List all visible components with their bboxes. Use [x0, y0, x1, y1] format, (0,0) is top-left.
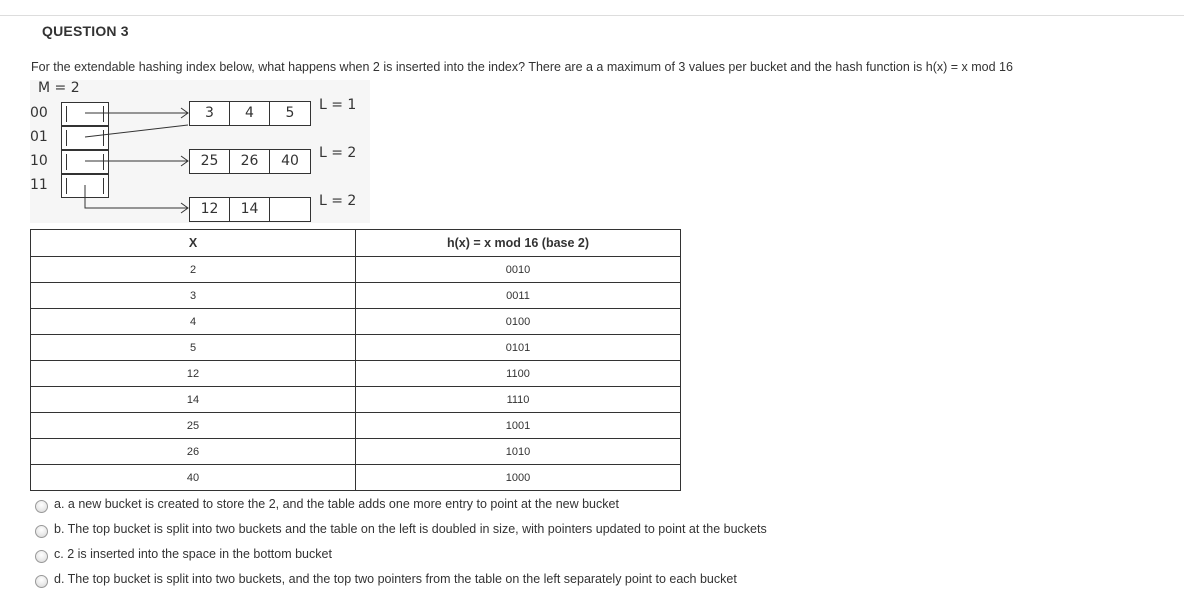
bucket-bottom: [189, 197, 311, 222]
table-row: [31, 387, 681, 413]
cell-x: 14: [31, 387, 356, 413]
cell-hash: 1100: [356, 361, 681, 387]
cell-hash: 0011: [356, 283, 681, 309]
table-row: [31, 465, 681, 491]
cell-x: 5: [31, 335, 356, 361]
table-row: [31, 335, 681, 361]
option-label: d. The top bucket is split into two buckets, and the top two pointers from the table on the left separately point to each bucket: [54, 571, 737, 586]
top-divider: [0, 15, 1184, 16]
global-depth-label: M = 2: [38, 80, 80, 96]
cell-x: 2: [31, 257, 356, 283]
bucket-bottom-local-depth: L = 2: [319, 193, 357, 209]
cell-x: 4: [31, 309, 356, 335]
bucket-top-local-depth: L = 1: [319, 97, 357, 113]
column-header-hash: h(x) = x mod 16 (base 2): [356, 230, 681, 257]
extendible-hashing-diagram: [30, 80, 370, 223]
radio-button-d[interactable]: [35, 575, 48, 588]
option-label: a. a new bucket is created to store the 2, and the table adds one more entry to point at the new bucket: [54, 496, 619, 511]
cell-hash: 0101: [356, 335, 681, 361]
cell-hash: 0100: [356, 309, 681, 335]
directory-label-01: 01: [30, 129, 48, 145]
bucket-value: 26: [230, 150, 270, 173]
question-title: QUESTION 3: [42, 23, 129, 39]
bucket-middle-local-depth: L = 2: [319, 145, 357, 161]
bucket-value: 3: [190, 102, 230, 125]
table-row: [31, 309, 681, 335]
cell-x: 3: [31, 283, 356, 309]
cell-hash: 1010: [356, 439, 681, 465]
table-header-row: [31, 230, 681, 257]
column-header-x: X: [31, 230, 356, 257]
table-row: [31, 361, 681, 387]
answer-option-d[interactable]: [35, 566, 767, 591]
bucket-value: 4: [230, 102, 270, 125]
table-row: [31, 257, 681, 283]
cell-x: 26: [31, 439, 356, 465]
answer-option-c[interactable]: [35, 541, 767, 566]
hash-values-table: [30, 229, 681, 491]
bucket-value-empty: [270, 198, 310, 221]
cell-x: 25: [31, 413, 356, 439]
answer-option-a[interactable]: [35, 491, 767, 516]
cell-hash: 1000: [356, 465, 681, 491]
directory-label-10: 10: [30, 153, 48, 169]
bucket-value: 40: [281, 153, 299, 169]
table-row: [31, 283, 681, 309]
table-row: [31, 413, 681, 439]
option-label: c. 2 is inserted into the space in the bottom bucket: [54, 546, 332, 561]
question-text: For the extendable hashing index below, what happens when 2 is inserted into the index? There are a a maximum of 3 values per bucket and the hash function is h(x) = x mod 16: [31, 60, 1013, 74]
directory-label-11: 11: [30, 177, 48, 193]
answer-option-b[interactable]: [35, 516, 767, 541]
answer-options: [35, 491, 767, 591]
radio-button-a[interactable]: [35, 500, 48, 513]
directory-label-00: 00: [30, 105, 48, 121]
table-row: [31, 439, 681, 465]
bucket-value: 14: [230, 198, 270, 221]
cell-hash: 0010: [356, 257, 681, 283]
bucket-value: 25: [190, 150, 230, 173]
radio-button-c[interactable]: [35, 550, 48, 563]
bucket-value: 5: [285, 105, 295, 121]
option-label: b. The top bucket is split into two buckets and the table on the left is doubled in size, with pointers updated to point at the buckets: [54, 521, 767, 536]
bucket-value: 12: [190, 198, 230, 221]
cell-hash: 1110: [356, 387, 681, 413]
cell-hash: 1001: [356, 413, 681, 439]
cell-x: 40: [31, 465, 356, 491]
cell-x: 12: [31, 361, 356, 387]
bucket-top: [189, 101, 311, 126]
radio-button-b[interactable]: [35, 525, 48, 538]
bucket-middle: [189, 149, 311, 174]
